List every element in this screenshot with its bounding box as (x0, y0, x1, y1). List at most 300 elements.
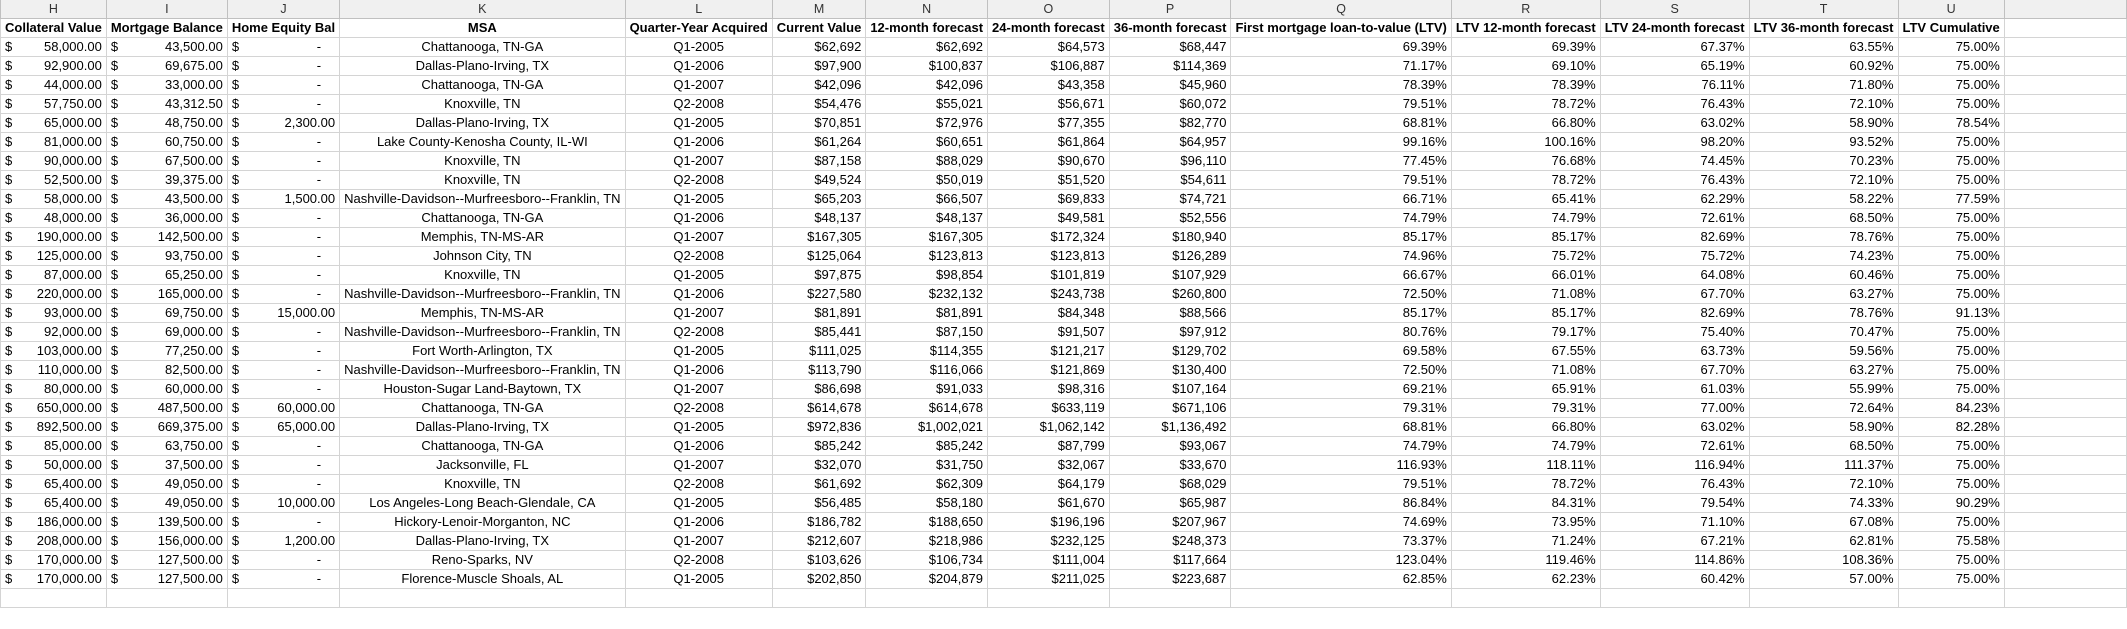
value-cell[interactable]: $88,029 (866, 151, 988, 170)
value-cell[interactable]: $82,770 (1109, 113, 1231, 132)
currency-cell[interactable] (1, 227, 107, 246)
msa-cell[interactable]: Reno-Sparks, NV (340, 550, 625, 569)
msa-cell[interactable]: Florence-Muscle Shoals, AL (340, 569, 625, 588)
value-cell[interactable]: 62.85% (1231, 569, 1451, 588)
currency-cell[interactable] (1, 436, 107, 455)
value-cell[interactable]: 75.00% (1898, 436, 2004, 455)
currency-cell[interactable] (1, 303, 107, 322)
value-cell[interactable]: 75.00% (1898, 56, 2004, 75)
quarter-cell[interactable]: Q1-2007 (625, 75, 772, 94)
currency-cell[interactable] (106, 417, 227, 436)
value-cell[interactable]: 63.02% (1600, 417, 1749, 436)
column-header-s[interactable]: S (1600, 0, 1749, 18)
value-cell[interactable]: $60,651 (866, 132, 988, 151)
currency-cell[interactable] (106, 151, 227, 170)
empty-cell[interactable] (2004, 436, 2126, 455)
value-cell[interactable]: $86,698 (772, 379, 866, 398)
empty-cell[interactable] (2004, 398, 2126, 417)
msa-cell[interactable]: Knoxville, TN (340, 265, 625, 284)
msa-cell[interactable]: Jacksonville, FL (340, 455, 625, 474)
empty-cell[interactable] (2004, 531, 2126, 550)
column-header-k[interactable]: K (340, 0, 625, 18)
value-cell[interactable]: 76.43% (1600, 94, 1749, 113)
empty-cell[interactable] (340, 588, 625, 607)
value-cell[interactable]: 58.90% (1749, 417, 1898, 436)
value-cell[interactable]: 73.37% (1231, 531, 1451, 550)
value-cell[interactable]: 60.92% (1749, 56, 1898, 75)
value-cell[interactable]: 84.31% (1451, 493, 1600, 512)
quarter-cell[interactable]: Q1-2006 (625, 208, 772, 227)
value-cell[interactable]: $172,324 (988, 227, 1110, 246)
value-cell[interactable]: 72.50% (1231, 360, 1451, 379)
msa-cell[interactable]: Knoxville, TN (340, 94, 625, 113)
column-header-o[interactable]: O (988, 0, 1110, 18)
value-cell[interactable]: 85.17% (1231, 303, 1451, 322)
currency-cell[interactable] (1, 360, 107, 379)
value-cell[interactable]: 75.00% (1898, 227, 2004, 246)
value-cell[interactable]: $48,137 (772, 208, 866, 227)
value-cell[interactable]: $188,650 (866, 512, 988, 531)
currency-cell[interactable] (227, 189, 339, 208)
header-cell[interactable]: 12-month forecast (866, 18, 988, 37)
value-cell[interactable]: 75.00% (1898, 75, 2004, 94)
value-cell[interactable]: $207,967 (1109, 512, 1231, 531)
value-cell[interactable]: 65.41% (1451, 189, 1600, 208)
value-cell[interactable]: $69,833 (988, 189, 1110, 208)
currency-cell[interactable] (1, 531, 107, 550)
empty-cell[interactable] (2004, 56, 2126, 75)
value-cell[interactable]: 55.99% (1749, 379, 1898, 398)
value-cell[interactable]: $614,678 (772, 398, 866, 417)
currency-cell[interactable] (227, 246, 339, 265)
value-cell[interactable]: 62.81% (1749, 531, 1898, 550)
currency-cell[interactable] (1, 398, 107, 417)
msa-cell[interactable]: Nashville-Davidson--Murfreesboro--Franklin, TN (340, 322, 625, 341)
value-cell[interactable]: 75.00% (1898, 246, 2004, 265)
value-cell[interactable]: 68.81% (1231, 417, 1451, 436)
header-cell[interactable]: First mortgage loan-to-value (LTV) (1231, 18, 1451, 37)
value-cell[interactable]: 116.93% (1231, 455, 1451, 474)
value-cell[interactable]: 69.21% (1231, 379, 1451, 398)
empty-cell[interactable] (2004, 493, 2126, 512)
header-cell[interactable]: LTV 24-month forecast (1600, 18, 1749, 37)
value-cell[interactable]: 76.43% (1600, 474, 1749, 493)
currency-cell[interactable] (106, 94, 227, 113)
value-cell[interactable]: 63.02% (1600, 113, 1749, 132)
value-cell[interactable]: 98.20% (1600, 132, 1749, 151)
value-cell[interactable]: 72.64% (1749, 398, 1898, 417)
value-cell[interactable]: $88,566 (1109, 303, 1231, 322)
value-cell[interactable]: 66.80% (1451, 417, 1600, 436)
currency-cell[interactable] (106, 512, 227, 531)
currency-cell[interactable] (106, 322, 227, 341)
value-cell[interactable]: 75.00% (1898, 265, 2004, 284)
value-cell[interactable]: $61,864 (988, 132, 1110, 151)
value-cell[interactable]: $196,196 (988, 512, 1110, 531)
value-cell[interactable]: 69.10% (1451, 56, 1600, 75)
header-cell[interactable]: 36-month forecast (1109, 18, 1231, 37)
currency-cell[interactable] (1, 341, 107, 360)
quarter-cell[interactable]: Q2-2008 (625, 322, 772, 341)
currency-cell[interactable] (106, 75, 227, 94)
value-cell[interactable]: 76.43% (1600, 170, 1749, 189)
column-header-p[interactable]: P (1109, 0, 1231, 18)
column-header-i[interactable]: I (106, 0, 227, 18)
value-cell[interactable]: $60,072 (1109, 94, 1231, 113)
empty-cell[interactable] (625, 588, 772, 607)
value-cell[interactable]: 100.16% (1451, 132, 1600, 151)
msa-cell[interactable]: Nashville-Davidson--Murfreesboro--Franklin, TN (340, 189, 625, 208)
value-cell[interactable]: 69.58% (1231, 341, 1451, 360)
value-cell[interactable]: 70.47% (1749, 322, 1898, 341)
currency-cell[interactable] (106, 37, 227, 56)
value-cell[interactable]: 75.00% (1898, 322, 2004, 341)
value-cell[interactable]: 80.76% (1231, 322, 1451, 341)
quarter-cell[interactable]: Q1-2005 (625, 569, 772, 588)
currency-cell[interactable] (1, 189, 107, 208)
empty-cell[interactable] (227, 588, 339, 607)
quarter-cell[interactable]: Q1-2007 (625, 531, 772, 550)
msa-cell[interactable]: Dallas-Plano-Irving, TX (340, 56, 625, 75)
value-cell[interactable]: 79.31% (1451, 398, 1600, 417)
value-cell[interactable]: 116.94% (1600, 455, 1749, 474)
currency-cell[interactable] (106, 550, 227, 569)
value-cell[interactable]: $68,029 (1109, 474, 1231, 493)
empty-cell[interactable] (2004, 265, 2126, 284)
value-cell[interactable]: 75.00% (1898, 37, 2004, 56)
value-cell[interactable]: 67.70% (1600, 360, 1749, 379)
currency-cell[interactable] (227, 284, 339, 303)
value-cell[interactable]: 123.04% (1231, 550, 1451, 569)
value-cell[interactable]: $123,813 (866, 246, 988, 265)
value-cell[interactable]: $212,607 (772, 531, 866, 550)
value-cell[interactable]: $64,957 (1109, 132, 1231, 151)
value-cell[interactable]: $113,790 (772, 360, 866, 379)
currency-cell[interactable] (1, 417, 107, 436)
value-cell[interactable]: 67.37% (1600, 37, 1749, 56)
column-header-j[interactable]: J (227, 0, 339, 18)
value-cell[interactable]: 68.81% (1231, 113, 1451, 132)
currency-cell[interactable] (1, 379, 107, 398)
value-cell[interactable]: 74.79% (1451, 208, 1600, 227)
column-header-n[interactable]: N (866, 0, 988, 18)
quarter-cell[interactable]: Q1-2005 (625, 37, 772, 56)
quarter-cell[interactable]: Q2-2008 (625, 474, 772, 493)
empty-cell[interactable] (2004, 227, 2126, 246)
value-cell[interactable]: $62,309 (866, 474, 988, 493)
value-cell[interactable]: $66,507 (866, 189, 988, 208)
value-cell[interactable]: 58.22% (1749, 189, 1898, 208)
value-cell[interactable]: 66.67% (1231, 265, 1451, 284)
quarter-cell[interactable]: Q2-2008 (625, 398, 772, 417)
value-cell[interactable]: $223,687 (1109, 569, 1231, 588)
value-cell[interactable]: 63.27% (1749, 284, 1898, 303)
quarter-cell[interactable]: Q1-2005 (625, 493, 772, 512)
value-cell[interactable]: $232,132 (866, 284, 988, 303)
value-cell[interactable]: $55,021 (866, 94, 988, 113)
currency-cell[interactable] (1, 512, 107, 531)
value-cell[interactable]: 74.69% (1231, 512, 1451, 531)
value-cell[interactable]: $111,004 (988, 550, 1110, 569)
value-cell[interactable]: 74.45% (1600, 151, 1749, 170)
currency-cell[interactable] (227, 208, 339, 227)
value-cell[interactable]: $1,062,142 (988, 417, 1110, 436)
value-cell[interactable]: $98,854 (866, 265, 988, 284)
value-cell[interactable]: $87,799 (988, 436, 1110, 455)
value-cell[interactable]: $42,096 (866, 75, 988, 94)
value-cell[interactable]: 90.29% (1898, 493, 2004, 512)
currency-cell[interactable] (227, 379, 339, 398)
column-header-q[interactable]: Q (1231, 0, 1451, 18)
empty-cell[interactable] (2004, 569, 2126, 588)
empty-cell[interactable] (1109, 588, 1231, 607)
currency-cell[interactable] (106, 132, 227, 151)
value-cell[interactable]: 67.08% (1749, 512, 1898, 531)
currency-cell[interactable] (227, 113, 339, 132)
value-cell[interactable]: $218,986 (866, 531, 988, 550)
quarter-cell[interactable]: Q1-2007 (625, 227, 772, 246)
quarter-cell[interactable]: Q1-2005 (625, 189, 772, 208)
msa-cell[interactable]: Dallas-Plano-Irving, TX (340, 113, 625, 132)
currency-cell[interactable] (106, 170, 227, 189)
value-cell[interactable]: 91.13% (1898, 303, 2004, 322)
currency-cell[interactable] (227, 569, 339, 588)
value-cell[interactable]: 61.03% (1600, 379, 1749, 398)
value-cell[interactable]: $50,019 (866, 170, 988, 189)
currency-cell[interactable] (106, 113, 227, 132)
value-cell[interactable]: $54,476 (772, 94, 866, 113)
value-cell[interactable]: 70.23% (1749, 151, 1898, 170)
value-cell[interactable]: $32,070 (772, 455, 866, 474)
currency-cell[interactable] (227, 512, 339, 531)
header-cell[interactable]: Mortgage Balance (106, 18, 227, 37)
currency-cell[interactable] (106, 227, 227, 246)
currency-cell[interactable] (227, 455, 339, 474)
value-cell[interactable]: $202,850 (772, 569, 866, 588)
empty-cell[interactable] (2004, 113, 2126, 132)
value-cell[interactable]: 75.00% (1898, 151, 2004, 170)
value-cell[interactable]: $72,976 (866, 113, 988, 132)
currency-cell[interactable] (106, 531, 227, 550)
value-cell[interactable]: $32,067 (988, 455, 1110, 474)
value-cell[interactable]: $972,836 (772, 417, 866, 436)
value-cell[interactable]: $167,305 (772, 227, 866, 246)
value-cell[interactable]: $1,136,492 (1109, 417, 1231, 436)
value-cell[interactable]: $65,987 (1109, 493, 1231, 512)
value-cell[interactable]: 76.11% (1600, 75, 1749, 94)
value-cell[interactable]: 78.39% (1231, 75, 1451, 94)
value-cell[interactable]: $227,580 (772, 284, 866, 303)
value-cell[interactable]: 75.00% (1898, 512, 2004, 531)
value-cell[interactable]: 72.10% (1749, 474, 1898, 493)
value-cell[interactable]: $42,096 (772, 75, 866, 94)
msa-cell[interactable]: Nashville-Davidson--Murfreesboro--Franklin, TN (340, 360, 625, 379)
value-cell[interactable]: $54,611 (1109, 170, 1231, 189)
value-cell[interactable]: 67.55% (1451, 341, 1600, 360)
value-cell[interactable]: $186,782 (772, 512, 866, 531)
value-cell[interactable]: 59.56% (1749, 341, 1898, 360)
msa-cell[interactable]: Memphis, TN-MS-AR (340, 303, 625, 322)
value-cell[interactable]: $70,851 (772, 113, 866, 132)
currency-cell[interactable] (1, 113, 107, 132)
currency-cell[interactable] (227, 227, 339, 246)
msa-cell[interactable]: Houston-Sugar Land-Baytown, TX (340, 379, 625, 398)
value-cell[interactable]: 65.91% (1451, 379, 1600, 398)
value-cell[interactable]: 62.23% (1451, 569, 1600, 588)
value-cell[interactable]: $33,670 (1109, 455, 1231, 474)
value-cell[interactable]: 114.86% (1600, 550, 1749, 569)
value-cell[interactable]: $91,033 (866, 379, 988, 398)
value-cell[interactable]: 72.61% (1600, 208, 1749, 227)
msa-cell[interactable]: Dallas-Plano-Irving, TX (340, 417, 625, 436)
quarter-cell[interactable]: Q1-2005 (625, 341, 772, 360)
msa-cell[interactable]: Knoxville, TN (340, 474, 625, 493)
value-cell[interactable]: 85.17% (1451, 303, 1600, 322)
value-cell[interactable]: $107,164 (1109, 379, 1231, 398)
value-cell[interactable]: 72.50% (1231, 284, 1451, 303)
value-cell[interactable]: $62,692 (772, 37, 866, 56)
msa-cell[interactable]: Los Angeles-Long Beach-Glendale, CA (340, 493, 625, 512)
value-cell[interactable]: $74,721 (1109, 189, 1231, 208)
empty-cell[interactable] (2004, 208, 2126, 227)
value-cell[interactable]: $56,671 (988, 94, 1110, 113)
value-cell[interactable]: $167,305 (866, 227, 988, 246)
value-cell[interactable]: $49,524 (772, 170, 866, 189)
value-cell[interactable]: $61,264 (772, 132, 866, 151)
value-cell[interactable]: $93,067 (1109, 436, 1231, 455)
value-cell[interactable]: $117,664 (1109, 550, 1231, 569)
currency-cell[interactable] (106, 303, 227, 322)
msa-cell[interactable]: Nashville-Davidson--Murfreesboro--Franklin, TN (340, 284, 625, 303)
value-cell[interactable]: $204,879 (866, 569, 988, 588)
quarter-cell[interactable]: Q2-2008 (625, 170, 772, 189)
value-cell[interactable]: $68,447 (1109, 37, 1231, 56)
value-cell[interactable]: 71.08% (1451, 284, 1600, 303)
value-cell[interactable]: 74.79% (1231, 436, 1451, 455)
value-cell[interactable]: $45,960 (1109, 75, 1231, 94)
value-cell[interactable]: $111,025 (772, 341, 866, 360)
quarter-cell[interactable]: Q1-2006 (625, 132, 772, 151)
header-cell[interactable]: LTV Cumulative (1898, 18, 2004, 37)
value-cell[interactable]: 79.51% (1231, 170, 1451, 189)
value-cell[interactable]: 75.00% (1898, 455, 2004, 474)
value-cell[interactable]: 67.70% (1600, 284, 1749, 303)
value-cell[interactable]: 68.50% (1749, 208, 1898, 227)
value-cell[interactable]: $97,875 (772, 265, 866, 284)
currency-cell[interactable] (227, 398, 339, 417)
quarter-cell[interactable]: Q1-2005 (625, 265, 772, 284)
msa-cell[interactable]: Lake County-Kenosha County, IL-WI (340, 132, 625, 151)
value-cell[interactable]: $248,373 (1109, 531, 1231, 550)
value-cell[interactable]: $56,485 (772, 493, 866, 512)
value-cell[interactable]: $106,887 (988, 56, 1110, 75)
currency-cell[interactable] (1, 265, 107, 284)
value-cell[interactable]: $96,110 (1109, 151, 1231, 170)
value-cell[interactable]: $58,180 (866, 493, 988, 512)
value-cell[interactable]: $97,912 (1109, 322, 1231, 341)
value-cell[interactable]: 74.79% (1231, 208, 1451, 227)
currency-cell[interactable] (106, 398, 227, 417)
quarter-cell[interactable]: Q1-2006 (625, 512, 772, 531)
msa-cell[interactable]: Johnson City, TN (340, 246, 625, 265)
value-cell[interactable]: $51,520 (988, 170, 1110, 189)
empty-cell[interactable] (1600, 588, 1749, 607)
currency-cell[interactable] (106, 341, 227, 360)
value-cell[interactable]: 75.00% (1898, 474, 2004, 493)
value-cell[interactable]: $61,670 (988, 493, 1110, 512)
empty-cell[interactable] (2004, 588, 2126, 607)
value-cell[interactable]: 78.54% (1898, 113, 2004, 132)
value-cell[interactable]: 58.90% (1749, 113, 1898, 132)
currency-cell[interactable] (106, 284, 227, 303)
value-cell[interactable]: $65,203 (772, 189, 866, 208)
empty-cell[interactable] (2004, 322, 2126, 341)
currency-cell[interactable] (1, 151, 107, 170)
empty-cell[interactable] (2004, 170, 2126, 189)
value-cell[interactable]: $116,066 (866, 360, 988, 379)
column-header-u[interactable]: U (1898, 0, 2004, 18)
column-header-r[interactable]: R (1451, 0, 1600, 18)
value-cell[interactable]: 60.42% (1600, 569, 1749, 588)
value-cell[interactable]: $81,891 (772, 303, 866, 322)
currency-cell[interactable] (106, 208, 227, 227)
value-cell[interactable]: $77,355 (988, 113, 1110, 132)
value-cell[interactable]: $43,358 (988, 75, 1110, 94)
empty-cell[interactable] (2004, 189, 2126, 208)
empty-cell[interactable] (866, 588, 988, 607)
value-cell[interactable]: 75.00% (1898, 132, 2004, 151)
value-cell[interactable]: 62.29% (1600, 189, 1749, 208)
value-cell[interactable]: 74.96% (1231, 246, 1451, 265)
empty-cell[interactable] (1, 588, 107, 607)
empty-cell[interactable] (2004, 550, 2126, 569)
value-cell[interactable]: 86.84% (1231, 493, 1451, 512)
value-cell[interactable]: $125,064 (772, 246, 866, 265)
empty-cell[interactable] (2004, 151, 2126, 170)
empty-cell[interactable] (1749, 588, 1898, 607)
value-cell[interactable]: $103,626 (772, 550, 866, 569)
value-cell[interactable]: $671,106 (1109, 398, 1231, 417)
value-cell[interactable]: $91,507 (988, 322, 1110, 341)
value-cell[interactable]: 63.73% (1600, 341, 1749, 360)
value-cell[interactable]: 82.69% (1600, 303, 1749, 322)
header-cell[interactable]: Collateral Value (1, 18, 107, 37)
value-cell[interactable]: 78.76% (1749, 303, 1898, 322)
value-cell[interactable]: 64.08% (1600, 265, 1749, 284)
currency-cell[interactable] (106, 474, 227, 493)
value-cell[interactable]: 57.00% (1749, 569, 1898, 588)
quarter-cell[interactable]: Q2-2008 (625, 94, 772, 113)
value-cell[interactable]: $130,400 (1109, 360, 1231, 379)
value-cell[interactable]: 72.10% (1749, 94, 1898, 113)
msa-cell[interactable]: Chattanooga, TN-GA (340, 75, 625, 94)
currency-cell[interactable] (106, 379, 227, 398)
value-cell[interactable]: $260,800 (1109, 284, 1231, 303)
empty-cell[interactable] (2004, 455, 2126, 474)
quarter-cell[interactable]: Q1-2006 (625, 56, 772, 75)
quarter-cell[interactable]: Q1-2006 (625, 284, 772, 303)
currency-cell[interactable] (1, 569, 107, 588)
currency-cell[interactable] (227, 56, 339, 75)
value-cell[interactable]: 74.23% (1749, 246, 1898, 265)
msa-cell[interactable]: Memphis, TN-MS-AR (340, 227, 625, 246)
value-cell[interactable]: 75.00% (1898, 94, 2004, 113)
value-cell[interactable]: $123,813 (988, 246, 1110, 265)
value-cell[interactable]: 99.16% (1231, 132, 1451, 151)
value-cell[interactable]: 75.00% (1898, 341, 2004, 360)
column-header-m[interactable]: M (772, 0, 866, 18)
value-cell[interactable]: $180,940 (1109, 227, 1231, 246)
